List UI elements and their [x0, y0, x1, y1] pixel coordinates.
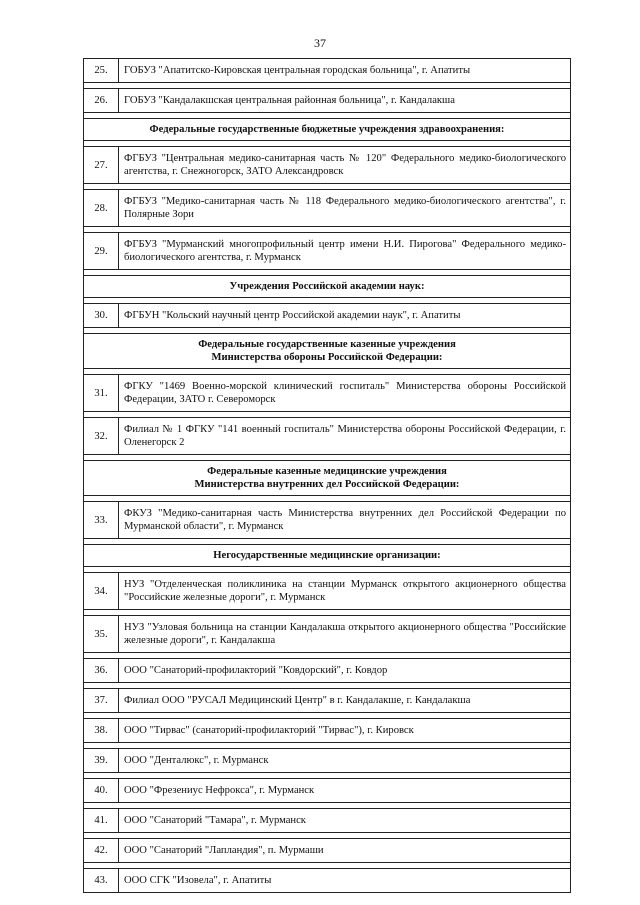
- table-row: [84, 659, 571, 683]
- table-row: [84, 839, 571, 863]
- organization-name: ООО "Тирвас" (санаторий-профилакторий "Тирвас"), г. Кировск: [119, 719, 571, 743]
- section-header-row: [84, 461, 571, 496]
- table-row: [84, 809, 571, 833]
- table-row: [84, 233, 571, 270]
- row-number: 40.: [84, 779, 119, 803]
- row-number: 33.: [84, 502, 119, 539]
- organization-name: ФГКУ "1469 Военно-морской клинический госпиталь" Министерства обороны Российской Федерации, ЗАТО г. Североморск: [119, 375, 571, 412]
- organization-name: ООО "Санаторий-профилакторий "Ковдорский", г. Ковдор: [119, 659, 571, 683]
- row-number: 29.: [84, 233, 119, 270]
- row-number: 37.: [84, 689, 119, 713]
- organization-name: ООО "Санаторий "Тамара", г. Мурманск: [119, 809, 571, 833]
- section-header-row: [84, 276, 571, 298]
- table-row: [84, 719, 571, 743]
- section-header-row: [84, 119, 571, 141]
- organization-name: НУЗ "Отделенческая поликлиника на станции Мурманск открытого акционерного общества "Российские железные дороги", г. Мурманск: [119, 573, 571, 610]
- row-number: 31.: [84, 375, 119, 412]
- organization-name: Филиал № 1 ФГКУ "141 военный госпиталь" Министерства обороны Российской Федерации, г. Оленегорск 2: [119, 418, 571, 455]
- row-number: 25.: [84, 59, 119, 83]
- organization-name: ГОБУЗ "Кандалакшская центральная районная больница", г. Кандалакша: [119, 89, 571, 113]
- organization-name: ООО "Денталюкс", г. Мурманск: [119, 749, 571, 773]
- row-number: 43.: [84, 869, 119, 893]
- row-number: 30.: [84, 304, 119, 328]
- table-row: [84, 375, 571, 412]
- section-heading-line: Федеральные казенные медицинские учреждения: [207, 466, 447, 477]
- table-row: [84, 190, 571, 227]
- table-row: [84, 616, 571, 653]
- table-row: [84, 502, 571, 539]
- section-heading-line: Министерства внутренних дел Российской Федерации:: [194, 479, 460, 490]
- row-number: 42.: [84, 839, 119, 863]
- organization-name: ГОБУЗ "Апатитско-Кировская центральная городская больница", г. Апатиты: [119, 59, 571, 83]
- organization-name: НУЗ "Узловая больница на станции Кандалакша открытого акционерного общества "Российские железные дороги", г. Кандалакша: [119, 616, 571, 653]
- section-heading: [84, 545, 571, 567]
- section-heading: [84, 119, 571, 141]
- section-heading-line: Министерства обороны Российской Федерации:: [211, 352, 443, 363]
- row-number: 26.: [84, 89, 119, 113]
- row-number: 35.: [84, 616, 119, 653]
- row-number: 38.: [84, 719, 119, 743]
- table-row: [84, 147, 571, 184]
- row-number: 32.: [84, 418, 119, 455]
- organizations-table: [83, 58, 571, 893]
- organization-name: Филиал ООО "РУСАЛ Медицинский Центр" в г. Кандалакше, г. Кандалакша: [119, 689, 571, 713]
- table-row: [84, 869, 571, 893]
- section-heading-line: Федеральные государственные бюджетные учреждения здравоохранения:: [149, 124, 505, 135]
- table-row: [84, 573, 571, 610]
- row-number: 34.: [84, 573, 119, 610]
- section-heading: [84, 334, 571, 369]
- table-row: [84, 304, 571, 328]
- table-row: [84, 779, 571, 803]
- section-heading: [84, 461, 571, 496]
- page-number: 37: [314, 36, 326, 50]
- section-heading-line: Федеральные государственные казенные учреждения: [198, 339, 456, 350]
- section-header-row: [84, 545, 571, 567]
- section-heading-line: Учреждения Российской академии наук:: [229, 281, 425, 292]
- section-heading: [84, 276, 571, 298]
- table-row: [84, 89, 571, 113]
- organization-name: ООО "Санаторий "Лапландия", п. Мурмаши: [119, 839, 571, 863]
- table-row: [84, 418, 571, 455]
- row-number: 27.: [84, 147, 119, 184]
- row-number: 28.: [84, 190, 119, 227]
- row-number: 41.: [84, 809, 119, 833]
- table-row: [84, 749, 571, 773]
- table-row: [84, 689, 571, 713]
- section-heading-line: Негосударственные медицинские организации:: [213, 550, 441, 561]
- organization-name: ФГБУЗ "Центральная медико-санитарная часть № 120" Федерального медико-биологического агентства, г. Снежногорск, ЗАТО Александровск: [119, 147, 571, 184]
- row-number: 39.: [84, 749, 119, 773]
- row-number: 36.: [84, 659, 119, 683]
- organization-name: ФГБУЗ "Мурманский многопрофильный центр имени Н.И. Пирогова" Федерального медико-биологического агентства, г. Мурманск: [119, 233, 571, 270]
- organization-name: ООО "Фрезениус Нефрокса", г. Мурманск: [119, 779, 571, 803]
- table-row: [84, 59, 571, 83]
- organization-name: ФГБУН "Кольский научный центр Российской академии наук", г. Апатиты: [119, 304, 571, 328]
- organization-name: ООО СГК "Изовела", г. Апатиты: [119, 869, 571, 893]
- section-header-row: [84, 334, 571, 369]
- organization-name: ФГБУЗ "Медико-санитарная часть № 118 Федерального медико-биологического агентства", г. Полярные Зори: [119, 190, 571, 227]
- organization-name: ФКУЗ "Медико-санитарная часть Министерства внутренних дел Российской Федерации по Мурманской области", г. Мурманск: [119, 502, 571, 539]
